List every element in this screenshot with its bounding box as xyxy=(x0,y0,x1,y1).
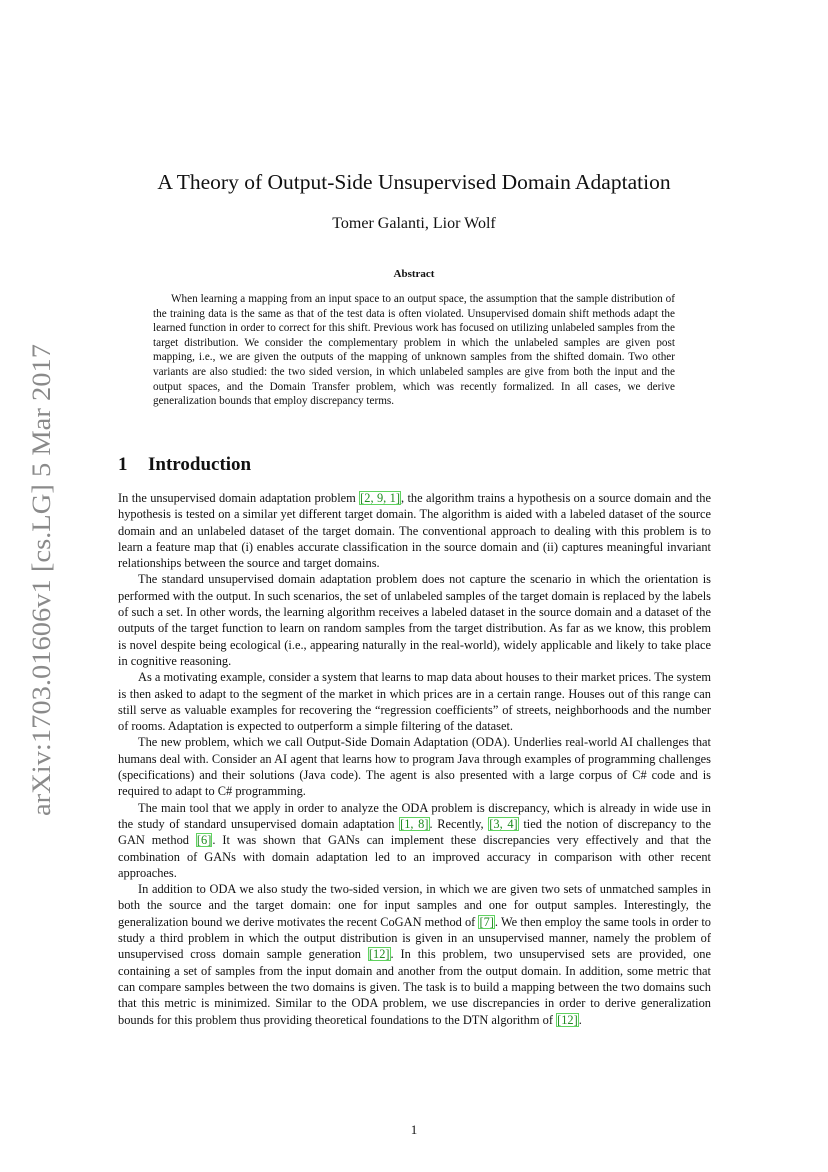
section-heading xyxy=(118,454,251,476)
paper-title: A Theory of Output-Side Unsupervised Domain Adaptation xyxy=(157,170,671,194)
citation-link[interactable]: [7] xyxy=(479,914,494,929)
section-title: Introduction xyxy=(148,454,252,475)
section-number: 1 xyxy=(118,454,128,475)
abstract-heading: Abstract xyxy=(393,268,435,280)
paragraph: The main tool that we apply in order to analyze the ODA problem is discrepancy, which is already in wide use in the study of standard unsupervised domain adaptation [1, 8]. Recently, [3, 4] tied the notion of discrepancy to the GAN method [6]. It was shown that GANs can implement these discrepancies very effectively and that the combination of GANs with domain adaptation led to an improved accuracy in comparison with other recent approaches. xyxy=(118,800,711,880)
paragraph: In addition to ODA we also study the two-sided version, in which we are given two sets of unmatched samples in both the source and the target domain: one for input samples and one for output samples. Interestingly, the generalization bound we derive motivates the recent CoGAN method of [7]. We then employ the same tools in order to study a third problem in which the output distribution is given in an unsupervised manner, namely the problem of unsupervised cross domain sample generation [12]. In this problem, two unsupervised sets are provided, one containing a set of samples from the input domain and another from the output domain. In addition, some metric that can compare samples between the two domains is given. The task is to build a mapping between the two domains such that this metric is minimized. Similar to the ODA problem, we use discrepancies in order to derive generalization bounds for this problem thus providing theoretical foundations to the DTN algorithm of [12]. xyxy=(118,882,711,1027)
paragraph: The new problem, which we call Output-Side Domain Adaptation (ODA). Underlies real-world AI challenges that humans deal with. Consider an AI agent that learns how to program Java through examples of programming challenges (specifications) and their solutions (Java code). The agent is also presented with a large corpus of C# code and is required to adapt to C# programming. xyxy=(118,735,711,799)
arxiv-stamp xyxy=(16,340,60,820)
page-number: 1 xyxy=(410,1122,418,1137)
citation-link[interactable]: [2, 9, 1] xyxy=(360,491,400,505)
citation-link[interactable]: [3, 4] xyxy=(489,816,518,831)
authors: Tomer Galanti, Lior Wolf xyxy=(332,215,496,232)
paragraph: As a motivating example, consider a system that learns to map data about houses to their market prices. The system is then asked to adapt to the segment of the market in which prices are in a certain range. Houses out of this range can still serve as valuable examples for recovering the “regression coefficients” of streets, neighborhoods and the number of rooms. Adaptation is expected to outperform a simple filtering of the dataset. xyxy=(118,670,711,734)
paragraph: The standard unsupervised domain adaptation problem does not capture the scenario in which the orientation is performed with the output. In such scenarios, the set of unlabeled samples of the target domain is replaced by the labels of such a set. In other words, the learning algorithm receives a labeled dataset in the source domain and a dataset of the outputs of the target function to learn on random samples from the target distribution. As far as we know, this problem is novel despite being ecological (i.e., appearing naturally in the real-world), widely applicable and likely to take place in cognitive reasoning. xyxy=(118,572,711,668)
arxiv-stamp-text: arXiv:1703.01606v1 [cs.LG] 5 Mar 2017 xyxy=(26,377,56,816)
body-text xyxy=(118,490,711,1028)
citation-link[interactable]: [12] xyxy=(368,947,390,962)
citation-link[interactable]: [1, 8] xyxy=(400,816,429,831)
abstract-text: When learning a mapping from an input space to an output space, the assumption that the sample distribution of the training data is the same as that of the test data is often violated. Unsupervised domain shift methods adapt the learned function in order to correct for this shift. Previous work has focused on utilizing unlabeled samples from the target distribution. We consider the complementary problem in which the unlabeled samples are given post mapping, i.e., we are given the outputs of the mapping of unknown samples from the shifted domain. Two other variants are also studied: the two sided version, in which unlabeled samples are give from both the input and the output spaces, and the Domain Transfer problem, which was recently formalized. In all cases, we derive generalization bounds that employ discrepancy terms. xyxy=(153,293,675,408)
citation-link[interactable]: [12] xyxy=(557,1012,578,1027)
paragraph: In the unsupervised domain adaptation problem [2, 9, 1], the algorithm trains a hypothesis on a source domain and the hypothesis is tested on a similar yet different target domain. The algorithm is aided with a labeled dataset of the source domain and an unlabeled dataset of the target domain. The conventional approach to dealing with this problem is to learn a feature map that (i) enables accurate classification in the source domain and (ii) captures meaningful invariant relationships between the source and target domains. xyxy=(118,491,711,571)
citation-link[interactable]: [6] xyxy=(196,833,212,848)
